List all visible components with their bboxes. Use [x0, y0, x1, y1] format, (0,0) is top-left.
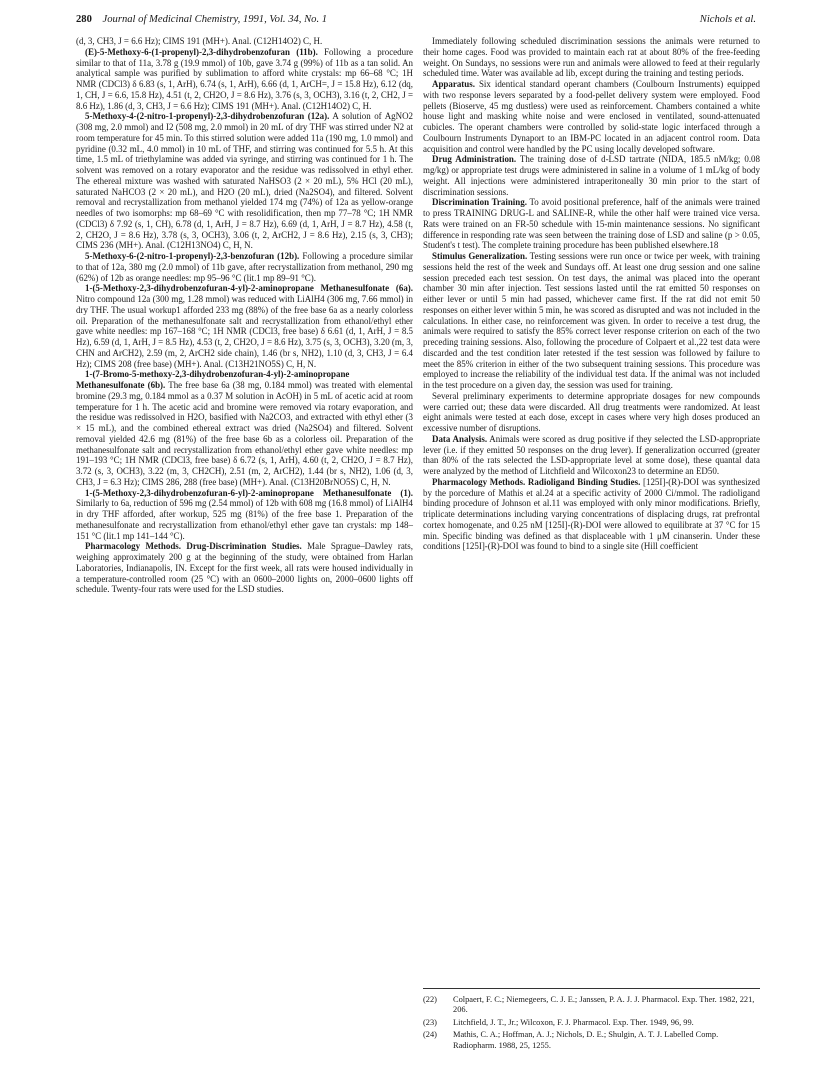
paragraph	[423, 79, 760, 154]
paragraph-heading: Stimulus Generalization.	[432, 251, 528, 261]
paragraph-heading: Discrimination Training.	[432, 197, 527, 208]
paragraph-heading: (E)-5-Methoxy-6-(1-propenyl)-2,3-dihydrobenzofuran (11b).	[85, 46, 318, 57]
right-column	[423, 36, 760, 552]
paragraph-text: Six identical standard operant chambers (Coulbourn Instruments) equipped with two response levers separated by a food-pellet delivery system were employed. Food pellets (Bioserve, 45 mg dustless) were used as reinforcement. Chambers contained a white house light and masking white noise and were enclosed in ventilated, sound-attenuated cubicles. The operant chambers were controlled by solid-state logic interfaced through a Coulbourn Instruments Dynaport to an IBM-PC located in an adjacent control room. Data acquisition and control were handled by the PC using locally developed software.	[423, 79, 760, 154]
reference-text: Mathis, C. A.; Hoffman, A. J.; Nichols, D. E.; Shulgin, A. T. J. Labelled Comp. Radiopharm. 1988, 25, 1255.	[453, 1030, 719, 1050]
paragraph-heading: 5-Methoxy-6-(2-nitro-1-propenyl)-2,3-benzofuran (12b).	[85, 251, 300, 261]
paragraph-heading: 5-Methoxy-4-(2-nitro-1-propenyl)-2,3-dihydrobenzofuran (12a).	[85, 111, 330, 122]
paragraph-heading: 1-(5-Methoxy-2,3-dihydrobenzofuran-6-yl)-2-aminopropane Methanesulfonate (1).	[85, 487, 413, 498]
paragraph	[76, 488, 413, 542]
paragraph-heading: 1-(7-Bromo-5-methoxy-2,3-dihydrobenzofuran-4-yl)-2-aminopropane Methanesulfonate (6b).	[76, 369, 350, 390]
journal-citation: Journal of Medicinal Chemistry, 1991, Vol. 34, No. 1	[102, 14, 328, 25]
paragraph-text: Nitro compound 12a (300 mg, 1.28 mmol) was reduced with LiAlH4 (306 mg, 7.66 mmol) in dry THF. The usual workup1 afforded 233 mg (88%) of the free base 6a as a nearly colorless oil. Preparation of the methanesulfonate salt and recrystallization from ethanol/ethyl ether gave white needles: mp 167–168 °C; 1H NMR (CDCl3, free base) δ 6.61 (d, 1, ArH, J = 8.5 Hz), 6.59 (d, 1, ArH, J = 8.5 Hz), 4.53 (t, 2, CH2O, J = 8.6 Hz), 3.75 (s, 3, OCH3), 3.20 (m, 3, CHN and ArCH2), 2.59 (m, 2, ArCH2 side chain), 1.46 (br s, NH2), 1.10 (d, 3, CH3, J = 6.4 Hz); CIMS 208 (free base) (MH+). Anal. (C13H21NO5S) C, H, N.	[76, 294, 414, 369]
running-authors: Nichols et al.	[699, 14, 756, 25]
paragraph-text: (d, 3, CH3, J = 6.6 Hz); CIMS 191 (MH+). Anal. (C12H14O2) C, H.	[76, 36, 323, 46]
paragraph	[423, 36, 760, 79]
reference-item	[423, 1018, 760, 1028]
paragraph	[423, 251, 760, 391]
paragraph	[423, 434, 760, 477]
paragraph-text: To avoid positional preference, half of the animals were trained to press TRAINING DRUG-L and SALINE-R, while the other half were trained vice versa. Rats were trained on an FR-50 schedule with 15-min maintenance sessions. No significant difference in responding rate was seen between the training dose of LSD and saline (p > 0.05, Student's t test). The complete training procedure has been published elsewhere.18	[423, 197, 761, 251]
reference-number: (23)	[423, 1017, 437, 1027]
paragraph	[76, 36, 413, 47]
paragraph	[76, 369, 413, 487]
paragraph-text: Testing sessions were run once or twice per week, with training sessions held the rest of the week and Sundays off. At least one drug session and one saline session preceded each test session. On test days, the animal was placed into the operant chamber 30 min after injection. Test sessions lasted until the rat emitted 50 responses on either lever or until 5 min had passed, whichever came first. If the rat did not emit 50 responses on either lever within 5 min, he was scored as disrupted and was not included in the calculations. In either case, no reinforcement was given. In order to receive a test drug, the animals were required to satisfy the 85% correct lever response criterion on each of the two preceding training sessions. Also, following the procedure of Colpaert et al.,22 test data were discarded and the test condition later retested if the test session was followed by failure to meet the 85% criterion in either of the two subsequent training sessions. This procedure was employed to increase the reliability of the individual test data. If the animal was not included in the test procedure on a given day, the session was used for training.	[423, 251, 761, 390]
reference-item	[423, 995, 760, 1016]
paragraph-text: Male Sprague–Dawley rats, weighing approximately 200 g at the beginning of the study, were obtained from Harlan Laboratories, Indianapolis, IN. Except for the first week, all rats were housed individually in a temperature-controlled room (25 °C) with an 0600–2000 lights on, 2000–0600 lights off schedule. Twenty-four rats were used for the LSD studies.	[76, 541, 413, 595]
paragraph	[76, 283, 413, 369]
paragraph-heading: 1-(5-Methoxy-2,3-dihydrobenzofuran-4-yl)-2-aminopropane Methanesulfonate (6a).	[85, 283, 413, 294]
reference-number: (22)	[423, 995, 437, 1004]
paragraph-text: Animals were scored as drug positive if they selected the LSD-appropriate lever (i.e. if they emitted 50 responses on the drug lever). If generalization occurred (greater than 80% of the rats selected the LSD-appropriate level at some dose), these quantal data were analyzed by the method of Litchfield and Wilcoxon23 to determine an ED50.	[423, 433, 760, 476]
paragraph-text: Following a procedure similar to that of 11a, 3.78 g (19.9 mmol) of 10b, gave 3.74 g (99%) of 11b as a tan solid. An analytical sample was purified by sublimation to afford white crystals: mp 66–68 °C; 1H NMR (CDCl3) δ 6.83 (s, 1, ArH), 6.74 (s, 1, ArH), 6.66 (d, 1, ArCH=, J = 15.8 Hz), 6.12 (dq, 1, CH, J = 6.6, 15.8 Hz), 4.51 (t, 2, CH2O, J = 8.6 Hz), 3.76 (s, 3, OCH3), 3.16 (t, 2, CH2, J = 8.6 Hz), 1.86 (d, 3, CH3, J = 6.6 Hz); CIMS 191 (MH+). Anal. (C12H14O2) C, H.	[76, 46, 414, 111]
reference-list	[423, 988, 760, 1053]
running-header	[76, 14, 756, 30]
paragraph	[423, 197, 760, 251]
paragraph-text: Similarly to 6a, reduction of 596 mg (2.54 mmol) of 12b with 608 mg (16.8 mmol) of LiAlH4 in dry THF afforded, after workup, 525 mg (81%) of the free base 1. Preparation of the methanesulfonate and recrystallization from ethanol/ethyl ether gave tan crystals: mp 148–151 °C (lit.1 mp 141–144 °C).	[76, 498, 413, 541]
paragraph	[76, 541, 413, 595]
paragraph-heading: Data Analysis.	[432, 433, 488, 444]
paragraph	[423, 154, 760, 197]
paragraph-heading: Drug Administration.	[432, 154, 517, 165]
paragraph-text: A solution of AgNO2 (308 mg, 2.0 mmol) and I2 (508 mg, 2.0 mmol) in 20 mL of dry THF was stirred under N2 at room temperature for 45 min. To this stirred solution were added 11a (190 mg, 1.0 mmol) and pyridine (0.32 mL, 4.0 mmol) in 10 mL of THF, and stirring was continued for 5.5 h. At this time, 1.5 mL of triethylamine was added via syringe, and stirring was continued for 1 h. The solvent was removed on a rotary evaporator and the residue was redissolved in ethyl ether. The ethereal mixture was washed with saturated NaHSO3 (2 × 20 mL), 5% HCl (20 mL), saturated NaHCO3 (2 × 20 mL), and H2O (20 mL), dried (Na2SO4), and filtered. Solvent removal and recrystallization from methanol yielded 174 mg (74%) of 12a as yellow-orange needles of two isomorphs: mp 68–69 °C with resolidification, then mp 77–78 °C; 1H NMR (CDCl3) δ 7.92 (s, 1, CH), 6.78 (d, 1, ArH, J = 8.7 Hz), 6.69 (d, 1, ArH, J = 8.7 Hz), 4.58 (t, 2, CH2O, J = 8.6 Hz), 3.78 (s, 3, OCH3), 3.06 (t, 2, ArCH2, J = 8.6 Hz), 2.15 (s, 3, CH3); CIMS 236 (MH+). Anal. (C12H13NO4) C, H, N.	[76, 111, 413, 251]
paragraph	[76, 111, 413, 251]
left-column	[76, 36, 413, 595]
paragraph-text: Following a procedure similar to that of 12a, 380 mg (2.0 mmol) of 11b gave, after recrystallization from methanol, 290 mg (62%) of 12b as orange needles: mp 95–96 °C (lit.1 mp 89–91 °C).	[76, 251, 413, 283]
paragraph-text: [125I]-(R)-DOI was synthesized by the porcedure of Mathis et al.24 at a specific activity of 2000 Ci/mmol. The radioligand binding procedure of Johnson et al.11 was employed with only minor modifications. Briefly, triplicate determinations including varying concentrations of displacing drugs, rat prefrontal cortex homogenate, and 0.25 nM [125I]-(R)-DOI were allowed to equilibrate at 37 °C for 15 min. Specific binding was defined as that displaceable with 1 μM cinanserin. Under these conditions [125I]-(R)-DOI was found to bind to a single site (Hill coefficient	[423, 476, 761, 552]
paragraph-text: The training dose of d-LSD tartrate (NIDA, 185.5 nM/kg; 0.08 mg/kg) or appropriate test drugs were administered in saline in a volume of 1 mL/kg of body weight. All injections were administered intraperitoneally 30 min prior to the start of discrimination sessions.	[423, 154, 760, 197]
paragraph-heading: Pharmacology Methods. Drug-Discrimination Studies.	[85, 541, 302, 552]
page-number: 280	[76, 14, 92, 25]
paragraph	[423, 477, 760, 552]
paragraph-heading: Pharmacology Methods. Radioligand Binding Studies.	[432, 476, 641, 487]
paragraph-text: Immediately following scheduled discrimination sessions the animals were returned to their home cages. Food was provided to maintain each rat at about 80% of the free-feeding weight. On Sundays, no sessions were run and animals were allowed to feed at their regularly scheduled time. Water was available ad lib, except during the training and testing periods.	[423, 36, 760, 79]
paragraph	[76, 251, 413, 283]
reference-text: Litchfield, J. T., Jr.; Wilcoxon, F. J. Pharmacol. Exp. Ther. 1949, 96, 99.	[453, 1017, 694, 1027]
paragraph	[76, 47, 413, 112]
reference-item	[423, 1030, 760, 1051]
paragraph-text: The free base 6a (38 mg, 0.184 mmol) was treated with elemental bromine (29.3 mg, 0.184 mmol as a 0.37 M solution in AcOH) in 5 mL of acetic acid at room temperature for 1 h. The acetic acid and bromine were removed via rotary evaporation, and the residue was redissolved in H2O, basified with Na2CO3, and extracted with ethyl ether (3 × 15 mL), and the combined ethereal extract was dried (Na2SO4) and filtered. Solvent removal yielded 42.6 mg (81%) of the free base 6b as a colorless oil. Preparation of the methanesulfonate salt and recrystallization from ethanol/ethyl ether gave white needles: mp 191–193 °C; 1H NMR (CDCl3, free base) δ 6.72 (s, 1, ArH), 4.60 (t, 2, CH2O, J = 8.7 Hz), 3.72 (s, 3, OCH3), 3.22 (m, 3, CH2CH), 2.51 (m, 2, ArCH2), 1.44 (br s, NH2), 1.06 (d, 3, CH3, J = 6.3 Hz); CIMS 286, 288 (free base) (MH+). Anal. (C13H20BrNO5S) C, H, N.	[76, 380, 413, 487]
paragraph	[423, 391, 760, 434]
reference-number: (24)	[423, 1030, 437, 1040]
paragraph-heading: Apparatus.	[432, 79, 475, 89]
paragraph-text: Several preliminary experiments to determine appropriate dosages for new compounds were carried out; these data were discarded. All drug treatments were randomized. At least eight animals were tested at each dose, except in cases where very high doses produced an excessive number of disruptions.	[423, 390, 760, 433]
reference-text: Colpaert, F. C.; Niemegeers, C. J. E.; Janssen, P. A. J. J. Pharmacol. Exp. Ther. 1982, 221, 206.	[453, 995, 755, 1015]
